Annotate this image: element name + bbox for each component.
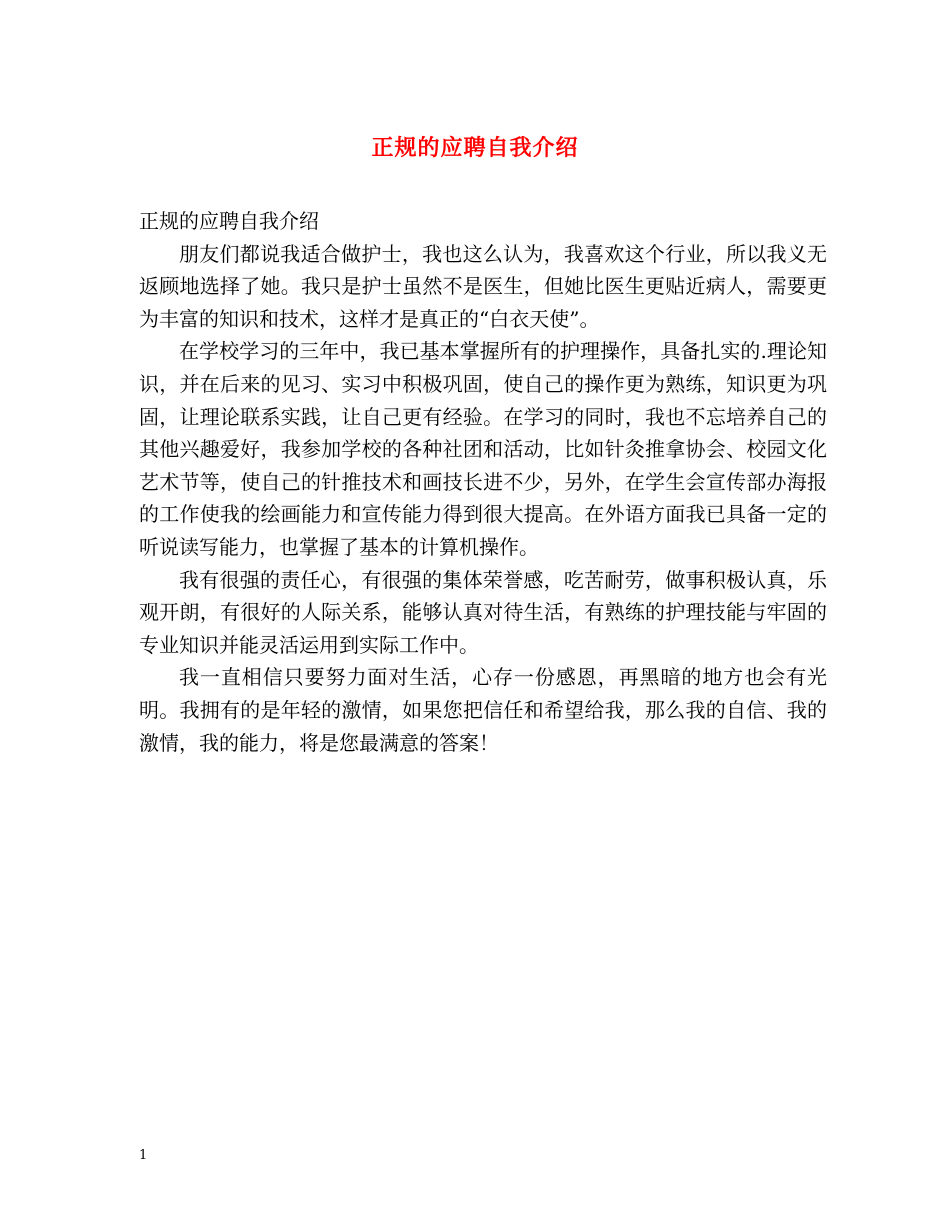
document-subtitle: 正规的应聘自我介绍: [139, 209, 319, 233]
document-title: 正规的应聘自我介绍: [371, 135, 579, 161]
paragraph-1: 朋友们都说我适合做护士，我也这么认为，我喜欢这个行业，所以我义无返顾地选择了她。我只是护士虽然不是医生，但她比医生更贴近病人，需要更为丰富的知识和技术，这样才是真正的“白衣天使”。: [139, 241, 827, 331]
paragraph-2: 在学校学习的三年中，我已基本掌握所有的护理操作，具备扎实的.理论知识，并在后来的见习、实习中积极巩固，使自己的操作更为熟练，知识更为巩固，让理论联系实践，让自己更有经验。在学习的同时，我也不忘培养自己的其他兴趣爱好，我参加学校的各种社团和活动，比如针灸推拿协会、校园文化艺术节等，使自己的针推技术和画技长进不少，另外，在学生会宣传部办海报的工作使我的绘画能力和宣传能力得到很大提高。在外语方面我已具备一定的听说读写能力，也掌握了基本的计算机操作。: [139, 339, 827, 559]
document-body: [139, 205, 827, 759]
paragraph-3: 我有很强的责任心，有很强的集体荣誉感，吃苦耐劳，做事积极认真，乐观开朗，有很好的人际关系，能够认真对待生活，有熟练的护理技能与牢固的专业知识并能灵活运用到实际工作中。: [139, 567, 827, 657]
page-number: 1: [139, 1148, 148, 1163]
paragraph-4: 我一直相信只要努力面对生活，心存一份感恩，再黑暗的地方也会有光明。我拥有的是年轻的激情，如果您把信任和希望给我，那么我的自信、我的激情，我的能力，将是您最满意的答案！: [139, 665, 827, 755]
